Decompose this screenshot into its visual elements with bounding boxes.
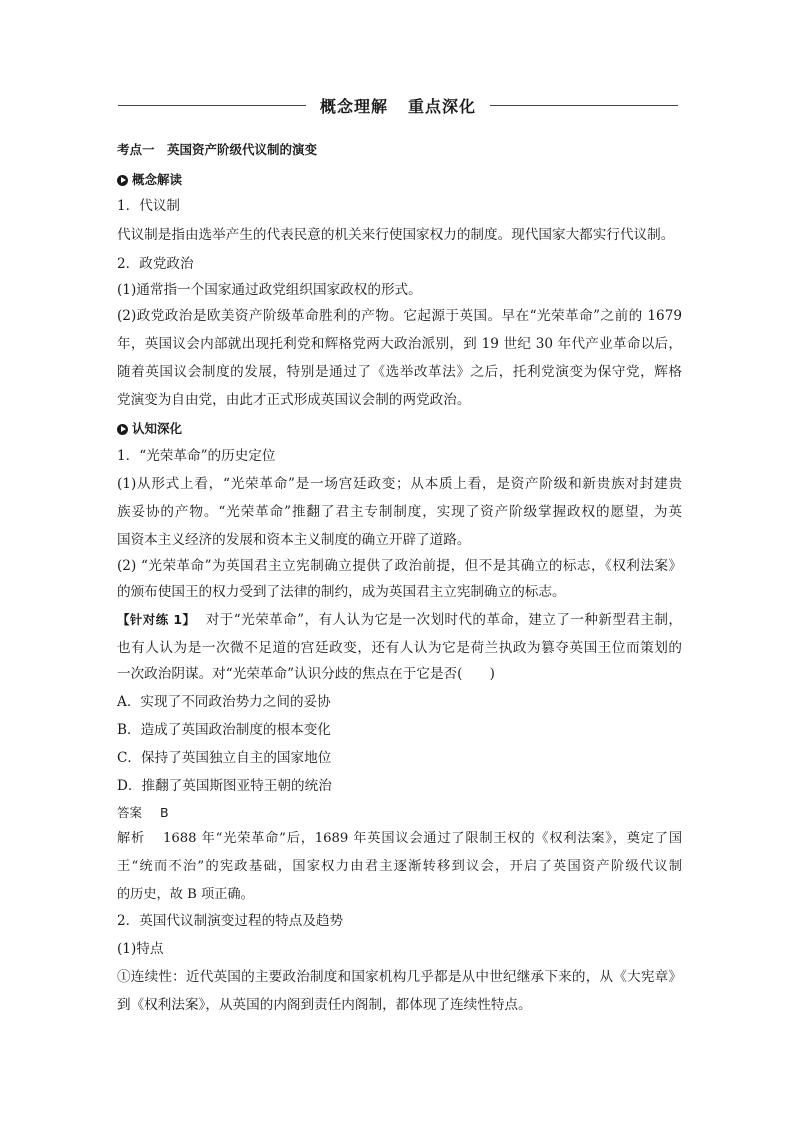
exercise-stem-line: 一次政治阴谋。对“光荣革命”认识分歧的焦点在于它是否( ) [117, 666, 495, 682]
exercise-label: 【针对练 1】 [117, 612, 196, 627]
section-title-right: 重点深化 [408, 96, 477, 116]
option-b: B．造成了英国政治制度的根本变化 [117, 722, 331, 738]
option-d: D．推翻了英国斯图亚特王朝的统治 [117, 778, 332, 794]
analysis-label: 解析 [117, 831, 146, 846]
concept-heading-2: 2．政党政治 [117, 256, 194, 272]
deepen-tag [117, 419, 682, 441]
section-header [118, 94, 678, 116]
concept-paragraph: (2)政党政治是欧美资产阶级革命胜利的产物。它起源于英国。早在“光荣革命”之前的 1679 [117, 308, 682, 324]
deepen-paragraph: 国资本主义经济的发展和资本主义制度的确立开辟了道路。 [117, 532, 471, 548]
concept-paragraph: (1)通常指一个国家通过政党组织国家政权的形式。 [117, 282, 422, 298]
analysis-line [117, 829, 682, 849]
concept-paragraph: 党演变为自由党，由此才正式形成英国议会制的两党政治。 [117, 392, 471, 408]
header-rule-right [490, 105, 678, 106]
exercise-stem-line [117, 610, 682, 630]
exercise-stem-line: 也有人认为是一次微不足道的宫廷政变，还有人认为它是荷兰执政为篡夺英国王位而策划的 [117, 640, 682, 656]
deepen-paragraph: 的颁布使国王的权力受到了法律的制约，成为英国君主立宪制确立的标志。 [117, 584, 566, 600]
deepen-paragraph: (2) “光荣革命”为英国君主立宪制确立提供了政治前提，但不是其确立的标志，《权利法案》 [117, 558, 682, 574]
section2-heading: 2．英国代议制演变过程的特点及趋势 [117, 913, 344, 929]
play-circle-icon [117, 424, 128, 435]
concept-paragraph: 代议制是指由选举产生的代表民意的机关来行使国家权力的制度。现代国家大都实行代议制。 [117, 227, 675, 243]
section-title [306, 94, 490, 117]
analysis-text: 1688 年“光荣革命”后，1689 年英国议会通过了限制王权的《权利法案》，奠定了国 [163, 831, 683, 846]
concept-tag [117, 170, 682, 192]
deepen-tag-label: 认知深化 [132, 421, 183, 436]
section2-paragraph: 到《权利法案》，从英国的内阁到责任内阁制，都体现了连续性特点。 [117, 997, 532, 1013]
option-c: C．保持了英国独立自主的国家地位 [117, 750, 332, 766]
concept-heading-1: 1．代议制 [117, 198, 181, 214]
deepen-paragraph: (1)从形式上看，“光荣革命”是一场宫廷政变；从本质上看，是资产阶级和新贵族对封建贵 [117, 476, 682, 492]
answer-value: B [160, 805, 169, 820]
answer-label: 答案 [117, 805, 143, 820]
concept-paragraph: 年，英国议会内部就出现托利党和辉格党两大政治派别，到 19 世纪 30 年代产业革命以后， [117, 336, 682, 352]
section-title-left: 概念理解 [319, 96, 388, 116]
analysis-line: 王“统而不治”的宪政基础，国家权力由君主逐渐转移到议会，开启了英国资产阶级代议制 [117, 859, 682, 874]
deepen-heading-1: 1．“光荣革命”的历史定位 [117, 448, 276, 464]
concept-paragraph: 随着英国议会制度的发展，特别是通过了《选举改革法》之后，托利党演变为保守党，辉格 [117, 364, 682, 380]
play-circle-icon [117, 175, 128, 186]
header-rule-left [118, 105, 306, 106]
section2-subheading: (1)特点 [117, 941, 164, 957]
option-a: A．实现了不同政治势力之间的妥协 [117, 694, 331, 710]
answer-line [117, 803, 682, 823]
concept-tag-label: 概念解读 [132, 172, 183, 187]
kaodian-heading: 考点一 英国资产阶级代议制的演变 [117, 142, 318, 157]
section2-paragraph: ①连续性：近代英国的主要政治制度和国家机构几乎都是从中世纪继承下来的，从《大宪章》 [117, 969, 682, 985]
analysis-line: 的历史，故 B 项正确。 [117, 887, 254, 902]
deepen-paragraph: 族妥协的产物。“光荣革命”推翻了君主专制制度，实现了资产阶级掌握政权的愿望，为英 [117, 504, 682, 520]
exercise-stem-text: 对于“光荣革命”，有人认为它是一次划时代的革命，建立了一种新型君主制， [205, 612, 682, 628]
